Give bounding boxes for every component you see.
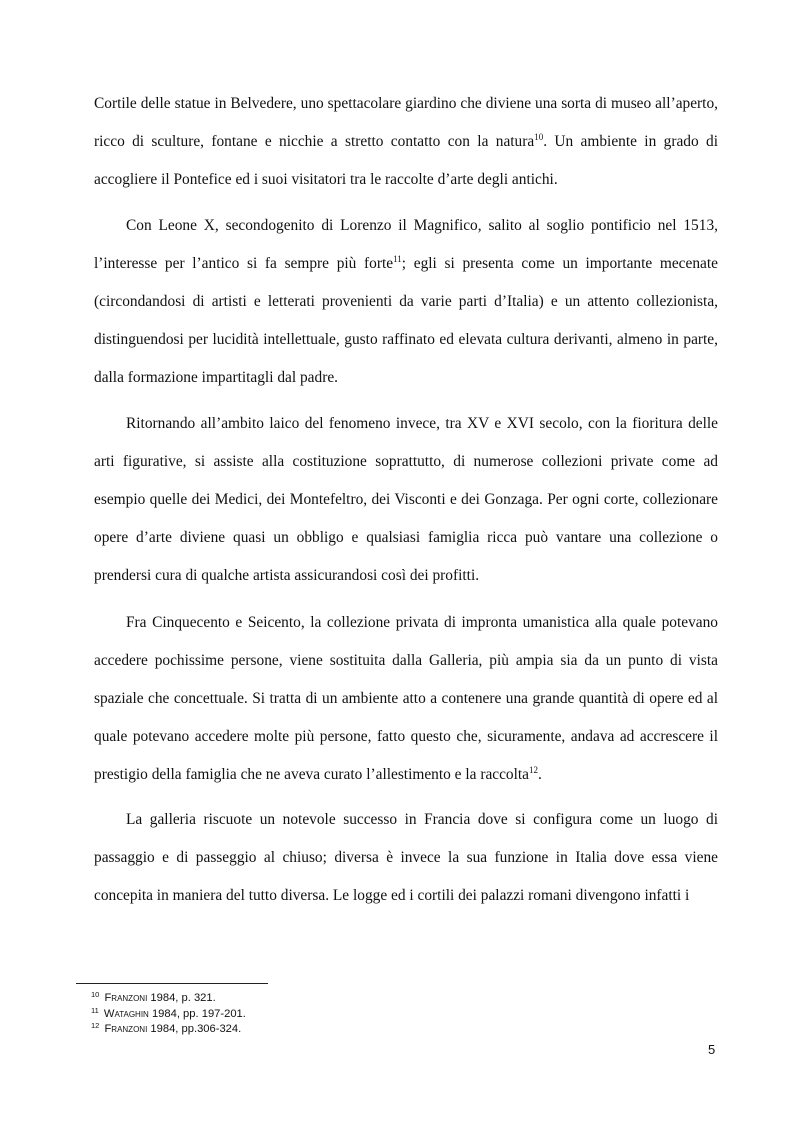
footnote-10 [91, 989, 246, 1005]
footnotes [91, 989, 246, 1036]
footnote-author: Franzoni [104, 992, 148, 1004]
footnote-author: Franzoni [104, 1023, 148, 1035]
paragraph-1-text-a: Cortile delle statue in Belvedere, uno spettacolare giardino che diviene una sorta di museo all’aperto, ricco di sculture, fontane e nicchie a stretto contatto con la natura [94, 95, 718, 150]
footnote-number: 12 [91, 1021, 100, 1030]
footnote-ref-11[interactable]: 11 [393, 254, 402, 264]
paragraph-2 [94, 207, 718, 397]
paragraph-4-text-a: Fra Cinquecento e Seicento, la collezione privata di impronta umanistica alla quale potevano accedere pochissime persone, viene sostituita dalla Galleria, più ampia sia da un punto di vista spaziale che concettuale. Si tratta di un ambiente atto a contenere una grande quantità di opere ed al quale potevano accedere molte più persone, fatto questo che, sicuramente, andava ad accrescere il prestigio della famiglia che ne aveva curato l’allestimento e la raccolta [94, 614, 718, 783]
footnote-11 [91, 1005, 246, 1021]
footnote-author: Wataghin [103, 1007, 149, 1020]
footnote-number: 11 [91, 1005, 99, 1015]
footnote-ref-10[interactable]: 10 [534, 132, 544, 142]
footnote-number: 10 [91, 990, 100, 999]
footnote-citation: 1984, pp. 197-201. [151, 1007, 246, 1020]
paragraph-2-text-a: Con Leone X, secondogenito di Lorenzo il Magnifico, salito al soglio pontificio nel 1513, l’interesse per l’antico si fa sempre più forte [94, 217, 718, 272]
paragraph-2-text-b: ; egli si presenta come un importante mecenate (circondandosi di artisti e letterati provenienti da varie parti d’Italia) e un attento collezionista, distinguendosi per lucidità intellettuale, gusto raffinato ed elevata cultura derivanti, almeno in parte, dalla formazione impartitagli dal padre. [94, 255, 718, 386]
paragraph-1-text-b: . Un ambiente in grado di accogliere il Pontefice ed i suoi visitatori tra le raccolte d’arte degli antichi. [94, 133, 718, 188]
paragraph-1 [94, 85, 718, 199]
footnote-citation: 1984, p. 321. [150, 992, 216, 1004]
paragraph-5: La galleria riscuote un notevole successo in Francia dove si configura come un luogo di passaggio e di passeggio al chiuso; diversa è invece la sua funzione in Italia dove essa viene concepita in maniera del tutto diversa. Le logge ed i cortili dei palazzi romani divengono infatti i [94, 811, 718, 904]
paragraph-3: Ritornando all’ambito laico del fenomeno invece, tra XV e XVI secolo, con la fioritura delle arti figurative, si assiste alla costituzione soprattutto, di numerose collezioni private come ad esempio quelle dei Medici, dei Montefeltro, dei Visconti e dei Gonzaga. Per ogni corte, collezionare opere d’arte diviene quasi un obbligo e qualsiasi famiglia ricca può vantare una collezione o prendersi cura di qualche artista assicurandosi così dei profitti. [94, 415, 718, 584]
footnote-ref-12[interactable]: 12 [529, 765, 539, 775]
footnote-separator [76, 983, 268, 984]
paragraph-4 [94, 604, 718, 794]
page-number: 5 [708, 1042, 716, 1057]
paragraph-4-text-b: . [538, 766, 542, 783]
footnote-12 [91, 1020, 246, 1036]
footnote-citation: 1984, pp.306-324. [150, 1023, 242, 1035]
